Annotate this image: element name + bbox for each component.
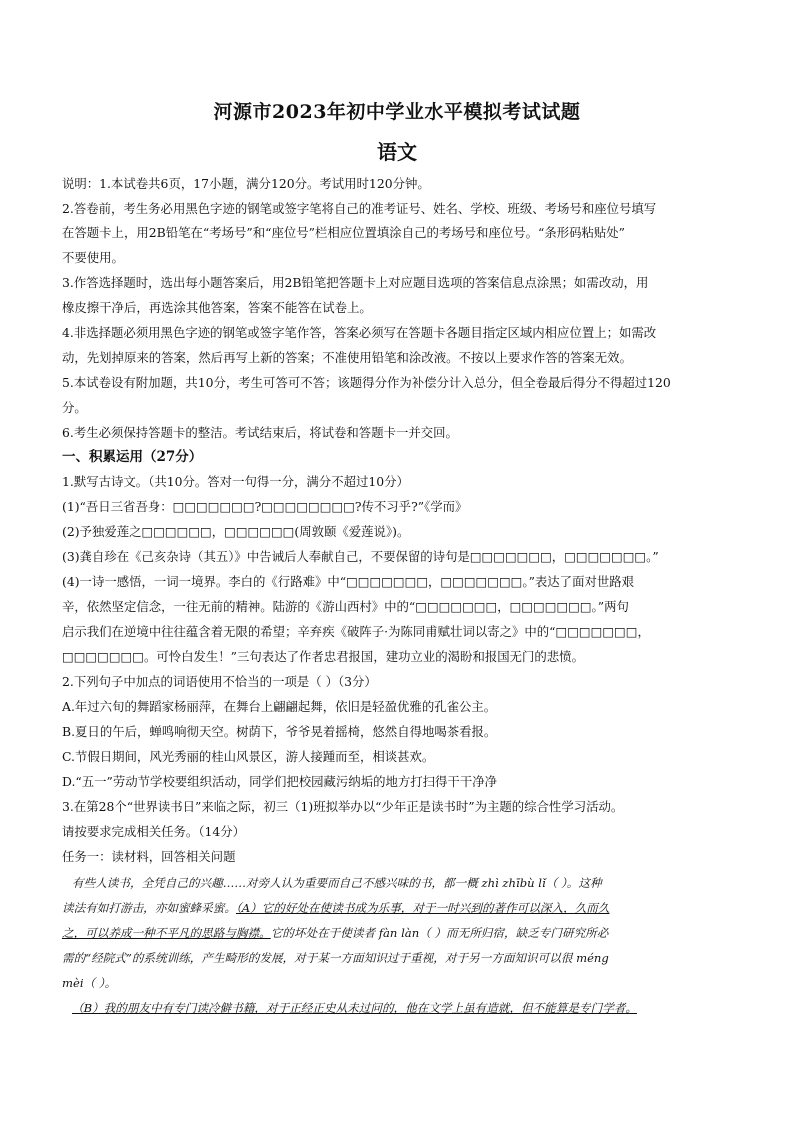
option-line: A.年过六旬的舞蹈家杨丽萍，在舞台上翩翩起舞，依旧是轻盈优雅的孔雀公主。: [62, 699, 497, 714]
passage-line: 需的“经院式”的系统训练，产生畸形的发展，对于某一方面知识过于重视，对于另一方面知识可以很 méng: [62, 951, 609, 965]
instruction-line: 5.本试卷设有附加题，共10分，考生可答可不答；该题得分作为补偿分计入总分，但全卷最后得分不得超过120: [62, 375, 671, 390]
question-line: (4)一诗一感悟，一词一境界。李白的《行路难》中“□□□□□□□，□□□□□□□。”表达了面对世路艰: [62, 574, 635, 589]
question-line: (3)龚自珍在《己亥杂诗（其五）》中告诫后人奉献自己，不要保留的诗句是□□□□□□□，□□□□□□□。”: [62, 549, 659, 564]
instruction-line: 说明：1.本试卷共6页，17小题，满分120分。考试用时120分钟。: [62, 176, 430, 191]
instruction-line: 2.答卷前，考生务必用黑色字迹的钢笔或签字笔将自己的准考证号、姓名、学校、班级、考场号和座位号填写: [62, 201, 657, 216]
passage-line: [62, 900, 742, 916]
option-line: B.夏日的午后，蝉鸣响彻天空。树荫下，爷爷晃着摇椅，悠然自得地喝茶看报。: [62, 724, 497, 739]
passage-line: [62, 925, 742, 941]
instruction-line: 3.作答选择题时，选出每小题答案后，用2B铅笔把答题卡上对应题目选项的答案信息点涂黑；如需改动，用: [62, 275, 649, 290]
passage-text: 读法有如打游击，亦如蜜蜂采蜜。: [62, 901, 236, 915]
question-line: 3.在第28个“世界读书日”来临之际，初三（1)班拟举办以“少年正是读书时”为主题的综合性学习活动。: [62, 799, 624, 814]
instruction-line: 分。: [62, 400, 87, 415]
option-line: D.“五一”劳动节学校要组织活动，同学们把校园藏污纳垢的地方打扫得干干净净: [62, 774, 497, 789]
instruction-line: 4.非选择题必须用黑色字迹的钢笔或签字笔作答，答案必须写在答题卡各题目指定区域内相应位置上；如需改: [62, 325, 657, 340]
question-line: 辛，依然坚定信念，一往无前的精神。陆游的《游山西村》中的“□□□□□□□，□□□□□□□。”两句: [62, 599, 629, 614]
passage-line: mèi（ ）。: [62, 976, 117, 990]
question-line: 请按要求完成相关任务。（14分）: [62, 824, 246, 839]
passage-line: 有些人读书，全凭自己的兴趣……对旁人认为重要而自己不感兴味的书，都一概 zhì zhībù lǐ（ ）。这种: [72, 876, 602, 890]
task-line: 任务一：读材料，回答相关问题: [62, 849, 236, 864]
instruction-line: 橡皮擦干净后，再选涂其他答案，答案不能答在试卷上。: [62, 300, 372, 315]
question-line: 2.下列句子中加点的词语使用不恰当的一项是（ ）（3分）: [62, 674, 377, 689]
instruction-line: 动，先划掉原来的答案，然后再写上新的答案；不准使用铅笔和涂改液。不按以上要求作答的答案无效。: [62, 350, 632, 365]
question-line: (2)予独爱莲之□□□□□□，□□□□□□(周敦颐《爱莲说》)。: [62, 524, 410, 539]
question-line: 启示我们在逆境中往往蕴含着无限的希望；辛弃疾《破阵子·为陈同甫赋壮词以寄之》中的“□□□□□□□，: [62, 624, 650, 639]
question-line: (1)“吾日三省吾身：□□□□□□□?□□□□□□□□?传不习乎?”《学而》: [62, 499, 468, 514]
underlined-text-a: （A）它的好处在使读书成为乐事，对于一时兴到的著作可以深入，久而久: [235, 901, 610, 915]
instruction-line: 6.考生必须保持答题卡的整洁。考试结束后，将试卷和答题卡一并交回。: [62, 425, 458, 440]
question-line: 1.默写古诗文。（共10分。答对一句得一分，满分不超过10分）: [62, 474, 409, 489]
underlined-text-a-cont: 之，可以养成一种不平凡的思路与胸襟。: [62, 926, 271, 940]
instruction-line: 在答题卡上，用2B铅笔在“考场号”和“座位号”栏相应位置填涂自己的考场号和座位号。“条形码粘贴处”: [62, 225, 626, 240]
section-heading: 一、积累运用（27分）: [62, 449, 203, 465]
instruction-line: 不要使用。: [62, 250, 124, 265]
passage-line: [72, 1000, 752, 1016]
passage-text: 它的坏处在于使读者 fàn làn（ ）而无所归宿，缺乏专门研究所必: [270, 926, 609, 940]
option-line: C.节假日期间，风光秀丽的桂山风景区，游人接踵而至，相谈甚欢。: [62, 749, 435, 764]
exam-title: 河源市2023年初中学业水平模拟考试试题: [213, 101, 581, 123]
subject-title: 语文: [377, 140, 417, 164]
underlined-text-b: （B）我的朋友中有专门读冷僻书籍，对于正经正史从未过问的，他在文学上虽有造就，但不能算是专门学者。: [72, 1001, 638, 1015]
question-line: □□□□□□□。可怜白发生！”三句表达了作者忠君报国，建功立业的渴盼和报国无门的悲愤。: [62, 649, 584, 664]
